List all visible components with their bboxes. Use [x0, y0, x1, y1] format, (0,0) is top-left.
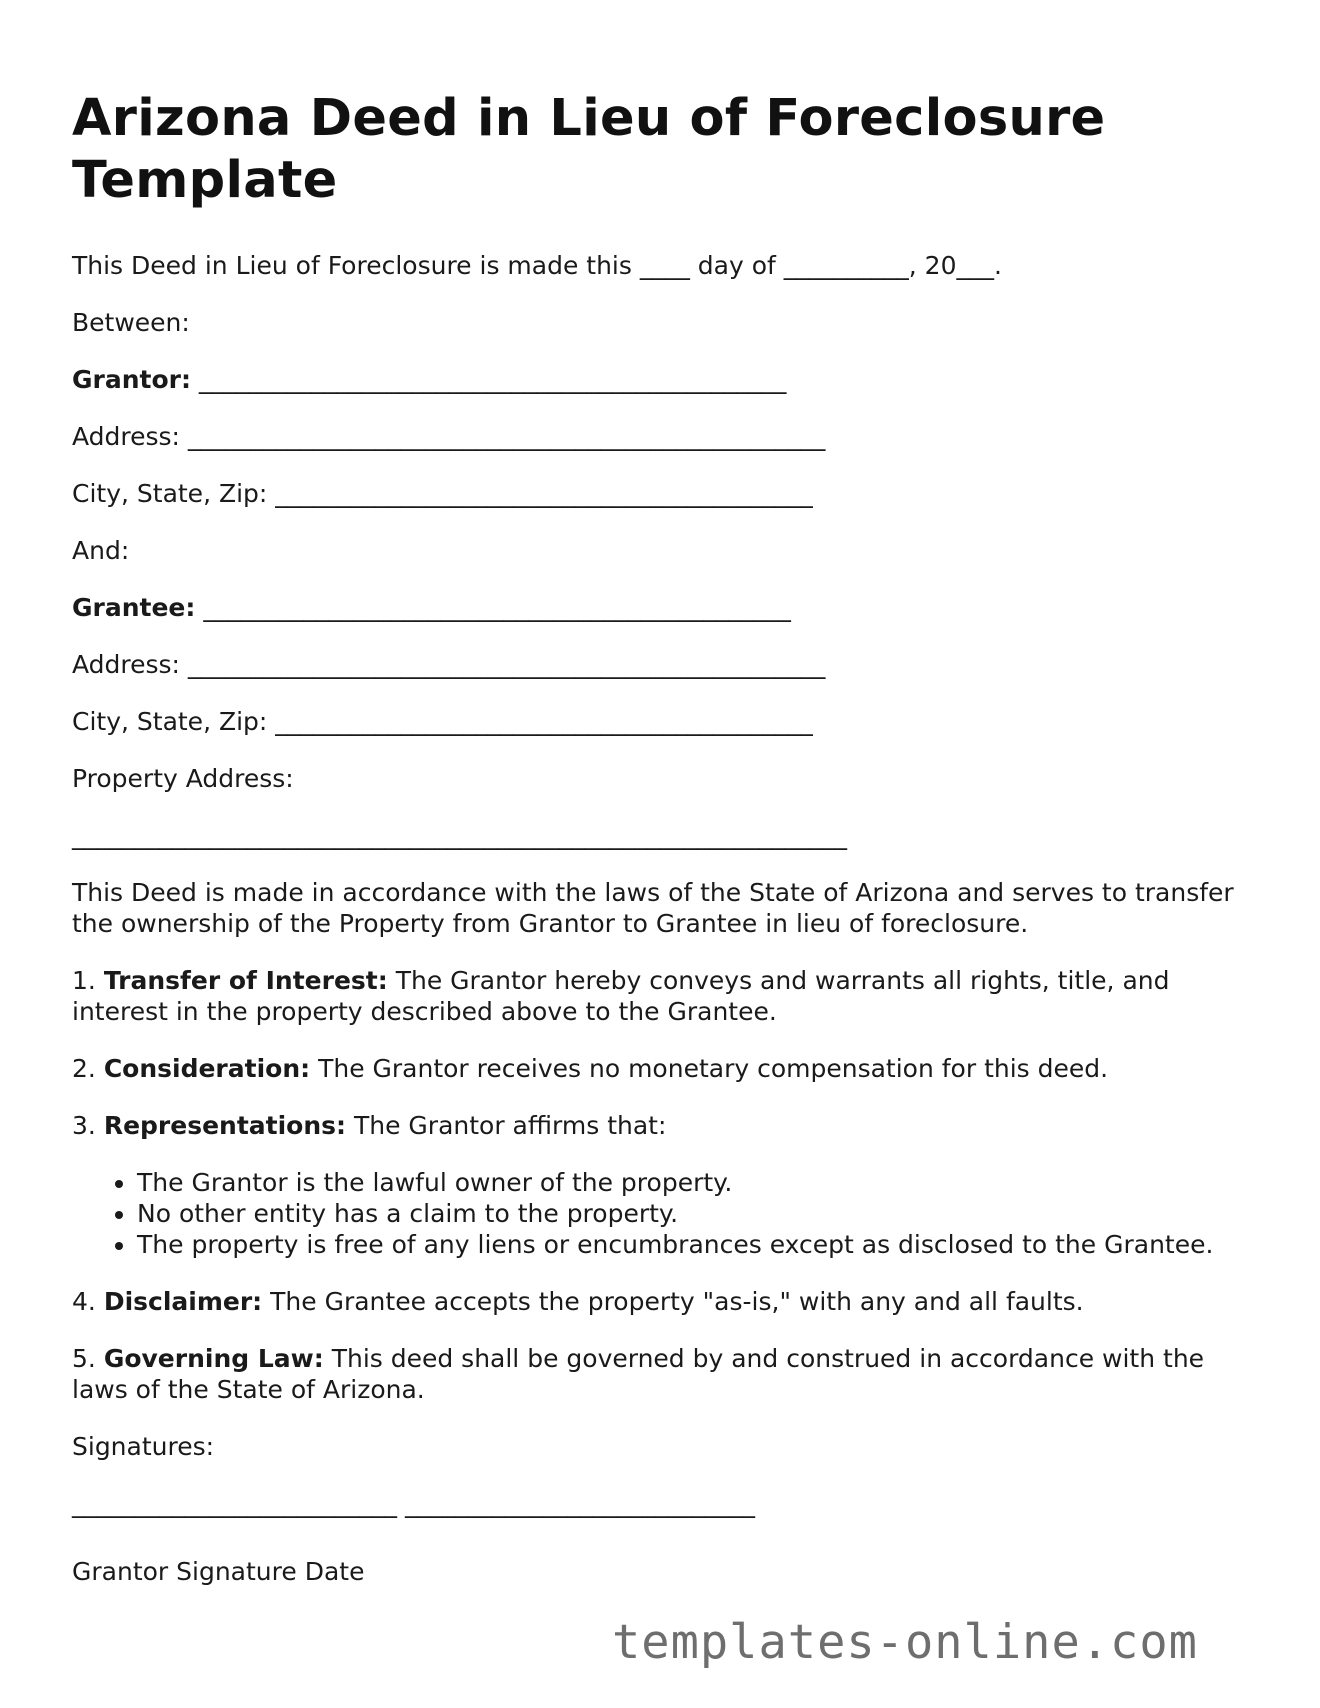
- list-item: • The Grantor is the lawful owner of the property.: [137, 1167, 1252, 1198]
- clause-representations: [72, 1110, 1252, 1141]
- and-label: And:: [72, 536, 130, 565]
- clause-consideration: [72, 1053, 1252, 1084]
- clause-text: The Grantor receives no monetary compensation for this deed.: [310, 1054, 1109, 1083]
- grantor-name-line: [72, 364, 1252, 395]
- clause-heading: Governing Law:: [103, 1344, 324, 1373]
- clause-disclaimer: [72, 1286, 1252, 1317]
- clause-number: 2.: [72, 1054, 104, 1083]
- grantor-label: Grantor:: [72, 365, 191, 394]
- grantee-city-line: City, State, Zip: ___________________________________________: [72, 707, 813, 736]
- grantor-name-blank: _______________________________________________: [190, 365, 787, 394]
- clause-transfer-of-interest: [72, 965, 1252, 1027]
- grantor-city-line: City, State, Zip: ___________________________________________: [72, 479, 813, 508]
- grantee-name-blank: _______________________________________________: [195, 593, 791, 622]
- preamble-paragraph: This Deed is made in accordance with the laws of the State of Arizona and serves to transfer the ownership of the Property from Grantor to Grantee in lieu of foreclosure.: [72, 878, 1242, 938]
- clause-text: The Grantor affirms that:: [346, 1111, 667, 1140]
- clause-heading: Consideration:: [103, 1054, 311, 1083]
- clause-number: 3.: [72, 1111, 104, 1140]
- signature-caption: Grantor Signature Date: [72, 1557, 365, 1586]
- grantee-name-line: [72, 592, 1252, 623]
- clause-text: This deed shall be governed by and construed in accordance with the laws of the State of Arizona.: [72, 1344, 1213, 1404]
- grantor-address-line: Address: ___________________________________________________: [72, 422, 826, 451]
- representations-list: [72, 1167, 1252, 1260]
- signatures-label: Signatures:: [72, 1432, 215, 1461]
- clause-governing-law: [72, 1343, 1252, 1405]
- grantee-address-line: Address: ___________________________________________________: [72, 650, 826, 679]
- between-label: Between:: [72, 308, 190, 337]
- signature-lines: __________________________ ____________________________: [72, 1489, 755, 1518]
- clause-heading: Transfer of Interest:: [103, 966, 388, 995]
- clause-number: 5.: [72, 1344, 104, 1373]
- list-item: • The property is free of any liens or encumbrances except as disclosed to the Grantee.: [137, 1229, 1252, 1260]
- document-page: [72, 88, 1252, 1613]
- property-address-label: Property Address:: [72, 764, 294, 793]
- page-title: Arizona Deed in Lieu of Foreclosure Template: [72, 89, 1106, 210]
- clause-number: 4.: [72, 1287, 104, 1316]
- clause-text: The Grantor hereby conveys and warrants all rights, title, and interest in the property described above to the Grantee.: [72, 966, 1178, 1026]
- clause-heading: Disclaimer:: [103, 1287, 263, 1316]
- list-item: • No other entity has a claim to the property.: [137, 1198, 1252, 1229]
- watermark: templates-online.com: [612, 1615, 1198, 1670]
- property-address-blank: ______________________________________________________________: [72, 821, 847, 850]
- grantee-label: Grantee:: [72, 593, 196, 622]
- clause-number: 1.: [72, 966, 104, 995]
- clause-text: The Grantee accepts the property "as-is," with any and all faults.: [262, 1287, 1084, 1316]
- intro-line: This Deed in Lieu of Foreclosure is made this ____ day of __________, 20___.: [72, 251, 1002, 280]
- clause-heading: Representations:: [103, 1111, 347, 1140]
